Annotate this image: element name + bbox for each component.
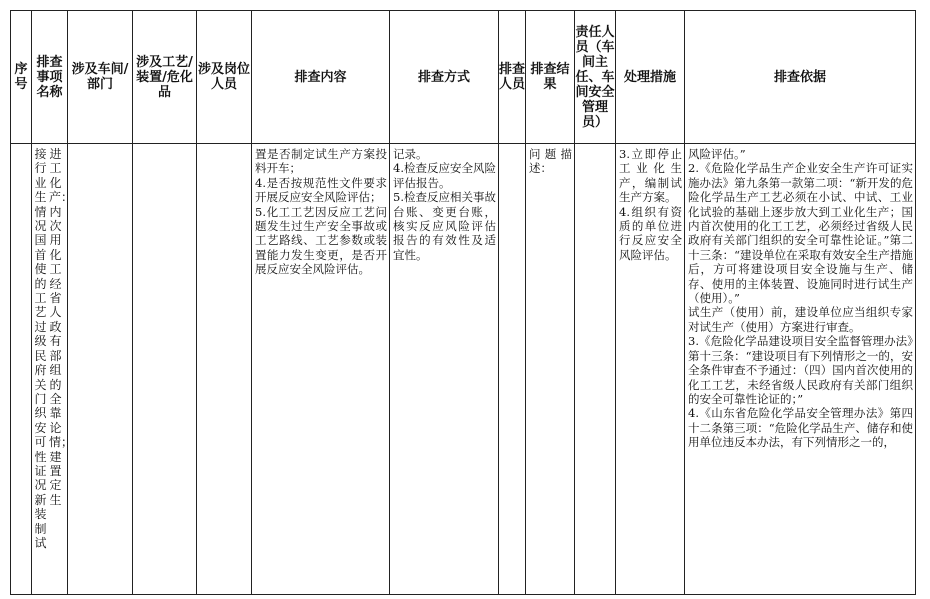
header-method: 排查方式: [390, 11, 499, 144]
cell-item-name: [32, 144, 74, 595]
header-measures: 处理措施: [616, 11, 685, 144]
cell-checker: [499, 144, 526, 595]
item-name-column-1: 进工化产：内次用化工经省人政有部组的全靠论情；建置定生: [49, 147, 74, 507]
header-seq: 序号: [11, 11, 32, 144]
header-item-name: 排查事项名称: [32, 11, 68, 144]
cell-measures: 3.立即停止工业化生产，编制试生产方案。 4.组织有资质的单位进行反应安全风险评估。: [616, 144, 685, 595]
cell-workshop: [68, 144, 133, 595]
cell-basis: 风险评估。” 2.《危险化学品生产企业安全生产许可证实施办法》第九条第一款第二项：“新开发的危险化学品生产工艺必须在小试、中试、工业化试验的基础上逐步放大到工业化生产；国内首次使用的化工工艺，必须经过省级人民政府有关部门组织的安全可靠性论证。”第二十三条：“建设单位在采取有效安全生产措施后，方可将建设项目安全设施与生产、储存、使用的主体装置、设施同时进行试生产（使用）。” 试生产（使用）前，建设单位应当组织专家对试生产（使用）方案进行审查。 3.《危险化学品建设项目安全监督管理办法》第十三条：“建设项目有下列情形之一的，安全条件审查不予通过：（四）国内首次使用的化工工艺，未经省级人民政府有关部门组织的安全可靠性论证的；” 4.《山东省危险化学品安全管理办法》第四十二条第三项：“危险化学品生产、储存和使用单位违反本办法，有下列情形之一的，: [685, 144, 916, 595]
header-checker: 排查人员: [499, 11, 526, 144]
cell-responsible: [575, 144, 616, 595]
header-responsible: 责任人员（车间主任、车间安全管理员）: [575, 11, 616, 144]
header-result: 排查结果: [526, 11, 575, 144]
cell-seq: [11, 144, 32, 595]
header-post: 涉及岗位人员: [197, 11, 252, 144]
header-process: 涉及工艺/装置/危化品: [133, 11, 197, 144]
table-header-row: [11, 11, 916, 144]
cell-result: 问题描述：: [526, 144, 575, 595]
header-workshop: 涉及车间/部门: [68, 11, 133, 144]
cell-content: 置是否制定试生产方案投料开车； 4.是否按规范性文件要求开展反应安全风险评估； 5.化工工艺因反应工艺问题发生过生产安全事故或工艺路线、工艺参数或装置能力发生变更，是否开展反应安全风险评估。: [252, 144, 390, 595]
cell-process: [133, 144, 197, 595]
header-content: 排查内容: [252, 11, 390, 144]
cell-method: 记录。 4.检查反应安全风险评估报告。 5.检查反应相关事故台账、变更台账，核实反应风险评估报告的有效性及适宜性。: [390, 144, 499, 595]
item-name-column-2: 接行业生情况国首使的工艺过级民府关门织安可性证况新装制试: [34, 147, 47, 550]
header-basis: 排查依据: [685, 11, 916, 144]
cell-post: [197, 144, 252, 595]
table-row: [11, 144, 916, 595]
hazard-inspection-table: [10, 10, 916, 595]
